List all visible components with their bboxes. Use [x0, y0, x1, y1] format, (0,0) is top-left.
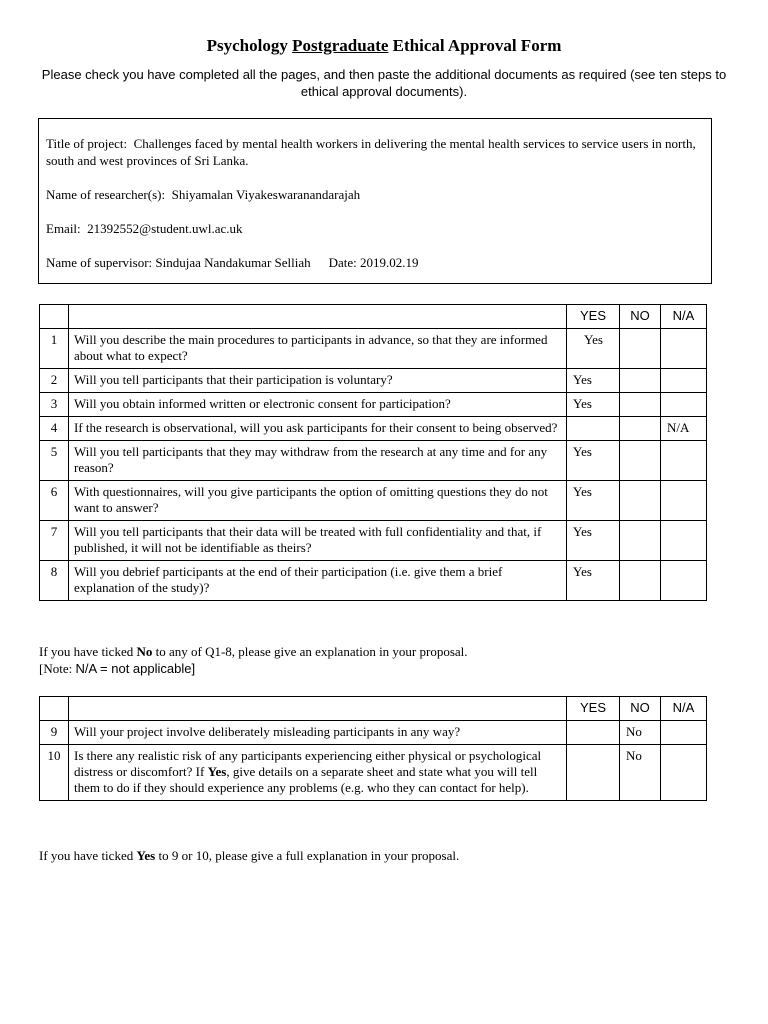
header-yes: YES — [567, 305, 620, 329]
researcher-line — [46, 186, 705, 203]
note-1-prefix: If you have ticked — [39, 644, 137, 659]
supervisor-line — [46, 254, 705, 271]
question-text: Will you obtain informed written or electronic consent for participation? — [69, 393, 567, 417]
answer-yes[interactable]: Yes — [567, 369, 620, 393]
question-number: 2 — [40, 369, 69, 393]
researcher-label: Name of researcher(s): — [46, 187, 166, 202]
email-label: Email: — [46, 221, 81, 236]
answer-yes[interactable]: Yes — [567, 521, 620, 561]
answer-yes[interactable]: Yes — [567, 561, 620, 601]
table-row — [40, 745, 707, 801]
table-header-row — [40, 697, 707, 721]
answer-na[interactable] — [661, 481, 707, 521]
header-no: NO — [620, 697, 661, 721]
answer-yes[interactable]: Yes — [567, 393, 620, 417]
table-row — [40, 521, 707, 561]
date-value: 2019.02.19 — [360, 255, 419, 270]
answer-na[interactable] — [661, 393, 707, 417]
header-num-cell — [40, 305, 69, 329]
questions-table-1 — [39, 304, 707, 601]
email-value: 21392552@student.uwl.ac.uk — [87, 221, 243, 236]
answer-na[interactable] — [661, 561, 707, 601]
answer-na[interactable] — [661, 521, 707, 561]
table-row — [40, 417, 707, 441]
question-number: 3 — [40, 393, 69, 417]
table-row — [40, 329, 707, 369]
question-number: 1 — [40, 329, 69, 369]
project-title-line — [46, 135, 705, 169]
question-text: Will you describe the main procedures to participants in advance, so that they are informed about what to expect? — [69, 329, 567, 369]
table-header-row — [40, 305, 707, 329]
instructions: Please check you have completed all the pages, and then paste the additional documents as required (see ten steps to ethical approval documents). — [41, 67, 727, 99]
answer-no[interactable]: No — [620, 745, 661, 801]
note-1-suffix: to any of Q1-8, please give an explanation in your proposal. — [152, 644, 468, 659]
supervisor-value: Sindujaa Nandakumar Selliah — [155, 255, 311, 270]
answer-yes[interactable] — [567, 721, 620, 745]
answer-yes[interactable]: Yes — [567, 441, 620, 481]
form-title — [0, 36, 768, 56]
project-info-box — [38, 118, 712, 284]
email-line — [46, 220, 705, 237]
answer-no[interactable] — [620, 369, 661, 393]
question-text: Will your project involve deliberately misleading participants in any way? — [69, 721, 567, 745]
title-suffix: Ethical Approval Form — [388, 36, 562, 55]
table-row — [40, 369, 707, 393]
title-prefix: Psychology — [206, 36, 293, 55]
answer-na[interactable]: N/A — [661, 417, 707, 441]
question-text: With questionnaires, will you give participants the option of omitting questions they do not want to answer? — [69, 481, 567, 521]
question-text: Will you debrief participants at the end of their participation (i.e. give them a brief explanation of the study)? — [69, 561, 567, 601]
q10-text-a: Is there any realistic risk of any participants experiencing either physical or psychological distress or discomfort? If — [74, 748, 542, 779]
q10-text-b: , give details on a separate sheet and state what you will tell them to do if they should experience any problems (e.g. who they can contact for help). — [74, 764, 538, 795]
note-2-bold: Yes — [136, 848, 156, 863]
header-yes: YES — [567, 697, 620, 721]
note-na-suffix: N/A = not applicable] — [75, 661, 196, 676]
title-underlined: Postgraduate — [292, 36, 389, 55]
header-na: N/A — [661, 697, 707, 721]
note-2-suffix: to 9 or 10, please give a full explanation in your proposal. — [155, 848, 460, 863]
header-num-cell — [40, 697, 69, 721]
table-row — [40, 561, 707, 601]
question-text: Will you tell participants that they may withdraw from the research at any time and for any reason? — [69, 441, 567, 481]
answer-no[interactable] — [620, 329, 661, 369]
supervisor-label: Name of supervisor: — [46, 255, 153, 270]
questions-table-2 — [39, 696, 707, 801]
answer-no[interactable] — [620, 417, 661, 441]
table-row — [40, 721, 707, 745]
question-text: Will you tell participants that their participation is voluntary? — [69, 369, 567, 393]
answer-no[interactable]: No — [620, 721, 661, 745]
q10-text-bold: Yes — [207, 764, 227, 779]
answer-na[interactable] — [661, 369, 707, 393]
header-question-cell — [69, 697, 567, 721]
question-text: Will you tell participants that their data will be treated with full confidentiality and that, if published, it will not be identifiable as theirs? — [69, 521, 567, 561]
table-row — [40, 481, 707, 521]
answer-yes[interactable]: Yes — [567, 329, 620, 369]
project-title-value: Challenges faced by mental health workers in delivering the mental health services to service users in north, south and west provinces of Sri Lanka. — [46, 136, 696, 168]
answer-na[interactable] — [661, 441, 707, 481]
answer-yes[interactable] — [567, 417, 620, 441]
answer-no[interactable] — [620, 393, 661, 417]
note-q9-10 — [39, 847, 739, 864]
note-na-definition — [39, 660, 739, 677]
answer-na[interactable] — [661, 329, 707, 369]
header-no: NO — [620, 305, 661, 329]
note-q1-8 — [39, 643, 739, 660]
header-na: N/A — [661, 305, 707, 329]
question-text — [69, 745, 567, 801]
answer-no[interactable] — [620, 441, 661, 481]
answer-no[interactable] — [620, 521, 661, 561]
question-text: If the research is observational, will you ask participants for their consent to being observed? — [69, 417, 567, 441]
table-row — [40, 441, 707, 481]
note-2-prefix: If you have ticked — [39, 848, 137, 863]
table-row — [40, 393, 707, 417]
question-number: 9 — [40, 721, 69, 745]
question-number: 7 — [40, 521, 69, 561]
header-question-cell — [69, 305, 567, 329]
note-na-prefix: [Note: — [39, 661, 76, 676]
question-number: 6 — [40, 481, 69, 521]
answer-yes[interactable] — [567, 745, 620, 801]
question-number: 5 — [40, 441, 69, 481]
answer-no[interactable] — [620, 561, 661, 601]
answer-no[interactable] — [620, 481, 661, 521]
question-number: 8 — [40, 561, 69, 601]
date-label: Date: — [328, 255, 357, 270]
project-title-label: Title of project: — [46, 136, 128, 151]
answer-yes[interactable]: Yes — [567, 481, 620, 521]
answer-na[interactable] — [661, 745, 707, 801]
answer-na[interactable] — [661, 721, 707, 745]
question-number: 10 — [40, 745, 69, 801]
question-number: 4 — [40, 417, 69, 441]
researcher-value: Shiyamalan Viyakeswaranandarajah — [171, 187, 361, 202]
note-1-bold: No — [136, 644, 153, 659]
